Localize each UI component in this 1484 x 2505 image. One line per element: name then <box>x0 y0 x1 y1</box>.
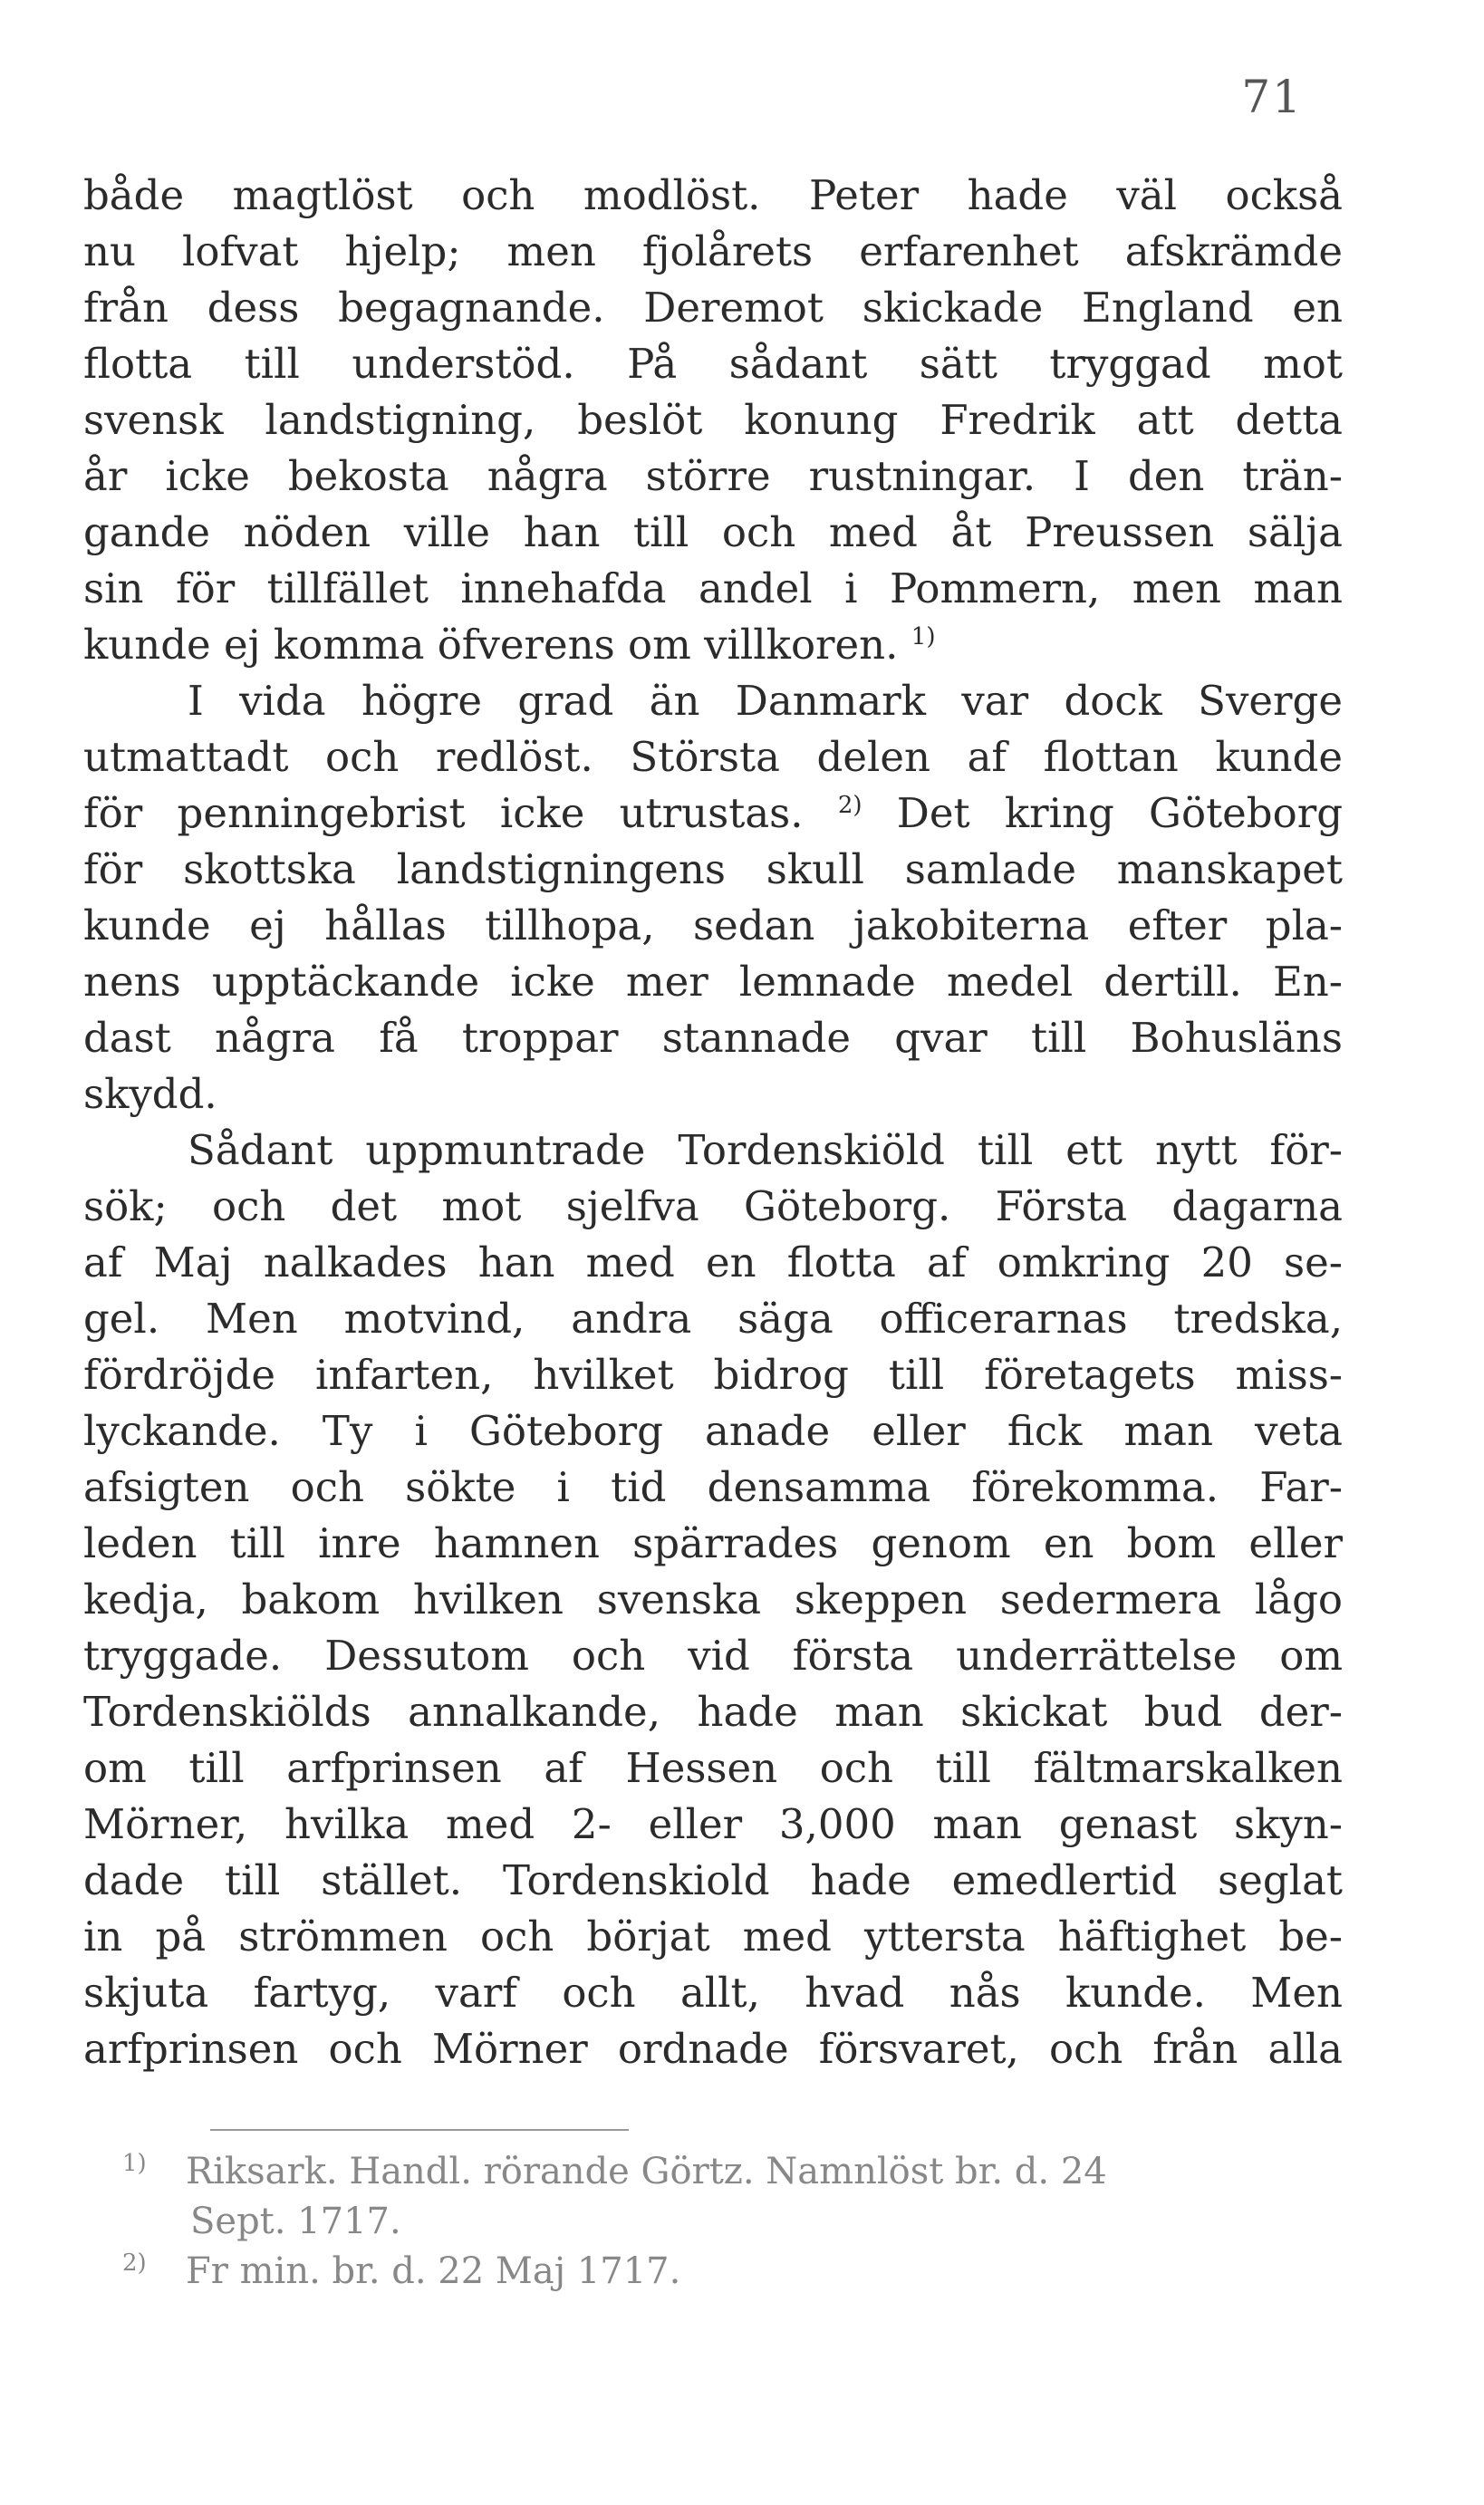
text-line: lyckande. Ty i Göteborg anade eller fick man veta <box>83 1407 1343 1455</box>
text-line: Sådant uppmuntrade Tordenskiöld till ett nytt för- <box>188 1126 1343 1174</box>
text-line: utmattadt och redlöst. Största delen af flottan kunde <box>83 733 1343 781</box>
text-line: leden till inre hamnen spärrades genom en bom eller <box>83 1519 1343 1567</box>
text-line: tryggade. Dessutom och vid första underrättelse om <box>83 1632 1343 1680</box>
text-line: fördröjde infarten, hvilket bidrog till företagets miss- <box>83 1351 1343 1399</box>
footnote-ref: 1) <box>911 623 936 650</box>
text-fragment: kunde ej komma öfverens om villkoren. <box>83 621 899 669</box>
text-line: af Maj nalkades han med en flotta af omkring 20 se- <box>83 1238 1343 1286</box>
text-line: dade till stället. Tordenskiold hade emedlertid seglat <box>83 1856 1343 1904</box>
text-line: I vida högre grad än Danmark var dock Sverge <box>188 677 1343 725</box>
footnotes <box>122 2147 1336 2297</box>
text-line <box>83 617 1343 673</box>
text-line: från dess begagnande. Deremot skickade England en <box>83 284 1343 332</box>
text-line: kedja, bakom hvilken svenska skeppen sedermera lågo <box>83 1575 1343 1623</box>
text-line: afsigten och sökte i tid densamma förekomma. Far- <box>83 1463 1343 1511</box>
text-line: skjuta fartyg, varf och allt, hvad nås kunde. Men <box>83 1969 1343 2017</box>
body-text <box>83 168 1343 2077</box>
text-line: både magtlöst och modlöst. Peter hade väl också <box>83 171 1343 219</box>
text-line: kunde ej hållas tillhopa, sedan jakobiterna efter pla- <box>83 901 1343 949</box>
text-line: dast några få troppar stannade qvar till Bohusläns <box>83 1014 1343 1062</box>
footnote-text: Riksark. Handl. rörande Görtz. Namnlöst br. d. 24 <box>186 2151 1107 2192</box>
text-line: sök; och det mot sjelfva Göteborg. Första dagarna <box>83 1182 1343 1230</box>
text-line: Tordenskiölds annalkande, hade man skickat bud der- <box>83 1688 1343 1736</box>
text-fragment: för penningebrist icke utrustas. <box>83 789 804 837</box>
text-line: arfprinsen och Mörner ordnade försvaret, och från alla <box>83 2025 1343 2073</box>
text-line: svensk landstigning, beslöt konung Fredrik att detta <box>83 396 1343 444</box>
footnote-text: Fr min. br. d. 22 Maj 1717. <box>186 2250 681 2292</box>
footnote-continuation: Sept. 1717. <box>190 2201 401 2242</box>
text-line: in på strömmen och börjat med yttersta häftighet be- <box>83 1912 1343 1961</box>
footnote-ref: 2) <box>837 792 862 819</box>
text-line: skydd. <box>83 1070 217 1118</box>
text-line: gande nöden ville han till och med åt Preussen sälja <box>83 508 1343 556</box>
text-line: sin för tillfället innehafda andel i Pommern, men man <box>83 564 1343 612</box>
text-line: år icke bekosta några större rustningar. I den trän- <box>83 452 1343 500</box>
text-line: för skottska landstigningens skull samlade manskapet <box>83 845 1343 893</box>
text-fragment: Det kring Göteborg <box>862 789 1344 837</box>
text-line: om till arfprinsen af Hessen och till fältmarskalken <box>83 1744 1343 1792</box>
page-number: 71 <box>1241 71 1303 123</box>
text-line: nens upptäckande icke mer lemnade medel dertill. En- <box>83 958 1343 1006</box>
text-line <box>83 785 1343 842</box>
text-line: gel. Men motvind, andra säga officerarnas tredska, <box>83 1295 1343 1343</box>
footnote: 2) Fr min. br. d. 22 Maj 1717. <box>122 2249 681 2292</box>
text-line: flotta till understöd. På sådant sätt tryggad mot <box>83 340 1343 388</box>
text-line: Mörner, hvilka med 2- eller 3,000 man genast skyn- <box>83 1800 1343 1848</box>
text-line: nu lofvat hjelp; men fjolårets erfarenhet afskrämde <box>83 227 1343 275</box>
footnote-divider <box>210 2129 629 2131</box>
footnote: 1) Riksark. Handl. rörande Görtz. Namnlöst br. d. 24 <box>122 2149 1107 2192</box>
